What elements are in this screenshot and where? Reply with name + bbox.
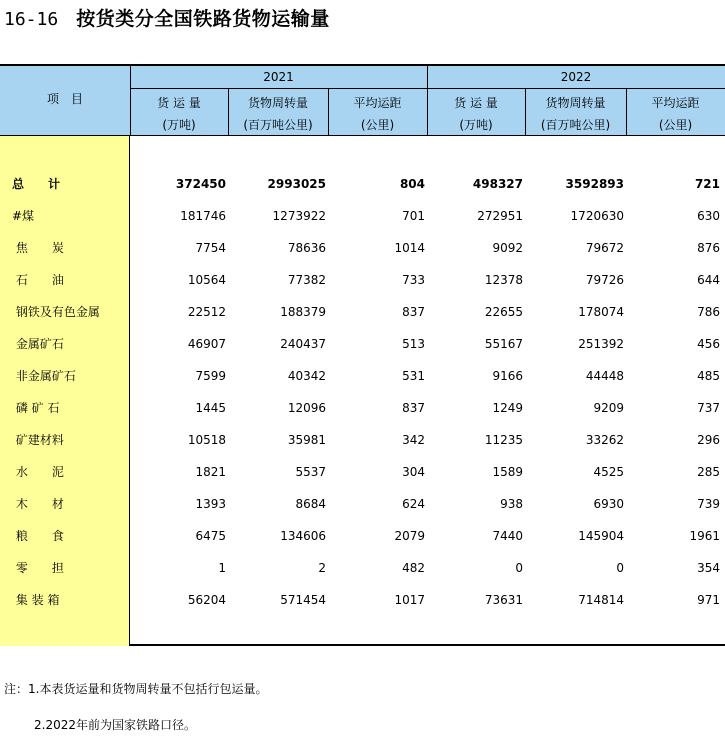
table-cell: 1589 bbox=[492, 465, 523, 479]
header-divider bbox=[525, 88, 526, 136]
row-label: 钢铁及有色金属 bbox=[12, 305, 100, 319]
col-header-turnover-2022: 货物周转量 (百万吨公里) bbox=[540, 96, 611, 132]
table-cell: 1445 bbox=[195, 401, 226, 415]
table-title-text: 按货类分全国铁路货物运输量 bbox=[76, 8, 330, 30]
row-label: 总 计 bbox=[12, 177, 61, 191]
table-number: 16-16 bbox=[4, 9, 59, 30]
table-cell: 145904 bbox=[578, 529, 624, 543]
table-cell: 73631 bbox=[484, 593, 523, 607]
table-cell: 12378 bbox=[484, 273, 523, 287]
table-cell: 240437 bbox=[280, 337, 326, 351]
table-row bbox=[0, 520, 725, 552]
table-cell: 12096 bbox=[287, 401, 326, 415]
table-row bbox=[0, 552, 725, 584]
row-label: 金属矿石 bbox=[12, 337, 64, 351]
table-cell: 178074 bbox=[578, 305, 624, 319]
table-cell: 1014 bbox=[394, 241, 425, 255]
table-cell: 630 bbox=[697, 209, 720, 223]
table-cell: 837 bbox=[402, 401, 425, 415]
row-label: 集 装 箱 bbox=[12, 593, 60, 607]
table-cell: 482 bbox=[402, 561, 425, 575]
table-cell: 733 bbox=[402, 273, 425, 287]
row-label: 石 油 bbox=[12, 273, 64, 287]
table-row bbox=[0, 264, 725, 296]
header-divider bbox=[328, 88, 329, 136]
table-cell: 0 bbox=[515, 561, 523, 575]
year-header-2021: 2021 bbox=[263, 70, 294, 84]
row-label: #煤 bbox=[12, 209, 35, 223]
table-cell: 134606 bbox=[280, 529, 326, 543]
col-header-turnover-2021: 货物周转量 (百万吨公里) bbox=[243, 96, 313, 132]
table-cell: 79726 bbox=[585, 273, 624, 287]
table-cell: 6930 bbox=[593, 497, 624, 511]
table-cell: 304 bbox=[402, 465, 425, 479]
table-cell: 837 bbox=[402, 305, 425, 319]
table-cell: 1393 bbox=[195, 497, 226, 511]
table-cell: 971 bbox=[697, 593, 720, 607]
table-title bbox=[4, 6, 330, 32]
table-cell: 9092 bbox=[492, 241, 523, 255]
table-cell: 7599 bbox=[195, 369, 226, 383]
table-cell: 372450 bbox=[175, 177, 226, 191]
table-cell: 46907 bbox=[187, 337, 226, 351]
header-divider bbox=[228, 88, 229, 136]
table-cell: 11235 bbox=[484, 433, 523, 447]
table-cell: 1821 bbox=[195, 465, 226, 479]
table-row bbox=[0, 360, 725, 392]
table-cell: 1 bbox=[218, 561, 226, 575]
table-cell: 624 bbox=[402, 497, 425, 511]
header-divider bbox=[130, 66, 131, 136]
table-cell: 721 bbox=[694, 177, 720, 191]
table-cell: 786 bbox=[697, 305, 720, 319]
col-header-freight-volume-2022: 货 运 量 (万吨) bbox=[454, 96, 498, 132]
table-cell: 354 bbox=[697, 561, 720, 575]
row-label: 焦 炭 bbox=[12, 241, 64, 255]
table-cell: 56204 bbox=[187, 593, 226, 607]
table-row bbox=[0, 168, 725, 200]
table-cell: 701 bbox=[402, 209, 425, 223]
freight-table bbox=[0, 64, 725, 646]
table-cell: 78636 bbox=[287, 241, 326, 255]
table-row bbox=[0, 296, 725, 328]
table-cell: 77382 bbox=[287, 273, 326, 287]
table-cell: 804 bbox=[399, 177, 425, 191]
table-row bbox=[0, 328, 725, 360]
table-row bbox=[0, 456, 725, 488]
table-cell: 285 bbox=[697, 465, 720, 479]
table-cell: 33262 bbox=[585, 433, 624, 447]
note-2: 2.2022年前为国家铁路口径。 bbox=[34, 718, 196, 732]
year-header-2022: 2022 bbox=[560, 70, 592, 84]
table-cell: 10518 bbox=[187, 433, 226, 447]
table-cell: 2993025 bbox=[267, 177, 326, 191]
table-header bbox=[0, 66, 725, 136]
table-cell: 513 bbox=[402, 337, 425, 351]
table-row bbox=[0, 424, 725, 456]
row-label: 磷 矿 石 bbox=[12, 401, 60, 415]
table-cell: 5537 bbox=[295, 465, 326, 479]
table-cell: 79672 bbox=[585, 241, 624, 255]
table-cell: 188379 bbox=[280, 305, 326, 319]
col-header-avg-distance-2021: 平均运距 (公里) bbox=[353, 96, 402, 132]
table-row bbox=[0, 200, 725, 232]
table-cell: 644 bbox=[697, 273, 720, 287]
note-1: 注：1.本表货运量和货物周转量不包括行包运量。 bbox=[4, 682, 268, 696]
table-cell: 737 bbox=[697, 401, 720, 415]
table-cell: 251392 bbox=[578, 337, 624, 351]
row-label: 木 材 bbox=[12, 497, 64, 511]
table-cell: 342 bbox=[402, 433, 425, 447]
table-cell: 571454 bbox=[280, 593, 326, 607]
table-cell: 10564 bbox=[187, 273, 226, 287]
table-cell: 7754 bbox=[195, 241, 226, 255]
table-cell: 9209 bbox=[593, 401, 624, 415]
table-row bbox=[0, 232, 725, 264]
row-label: 粮 食 bbox=[12, 529, 64, 543]
table-notes bbox=[4, 680, 268, 732]
header-divider bbox=[626, 88, 627, 136]
table-cell: 2 bbox=[318, 561, 326, 575]
table-row bbox=[0, 584, 725, 616]
table-cell: 22655 bbox=[484, 305, 523, 319]
table-cell: 714814 bbox=[578, 593, 624, 607]
table-cell: 1720630 bbox=[570, 209, 624, 223]
table-cell: 0 bbox=[616, 561, 624, 575]
header-divider bbox=[427, 66, 428, 136]
table-cell: 1017 bbox=[394, 593, 425, 607]
table-cell: 531 bbox=[402, 369, 425, 383]
row-label: 矿建材料 bbox=[12, 433, 64, 447]
table-cell: 272951 bbox=[477, 209, 523, 223]
table-row bbox=[0, 488, 725, 520]
table-cell: 55167 bbox=[484, 337, 523, 351]
table-cell: 35981 bbox=[287, 433, 326, 447]
table-cell: 2079 bbox=[394, 529, 425, 543]
table-cell: 181746 bbox=[180, 209, 226, 223]
row-label: 非金属矿石 bbox=[12, 369, 76, 383]
table-cell: 8684 bbox=[295, 497, 326, 511]
row-label: 零 担 bbox=[12, 561, 64, 575]
table-cell: 4525 bbox=[593, 465, 624, 479]
table-cell: 7440 bbox=[492, 529, 523, 543]
row-label: 水 泥 bbox=[12, 465, 64, 479]
table-row bbox=[0, 392, 725, 424]
table-cell: 485 bbox=[697, 369, 720, 383]
table-cell: 44448 bbox=[585, 369, 624, 383]
table-cell: 9166 bbox=[492, 369, 523, 383]
table-cell: 938 bbox=[500, 497, 523, 511]
item-column-header: 项 目 bbox=[46, 92, 83, 106]
table-cell: 498327 bbox=[472, 177, 523, 191]
table-cell: 296 bbox=[697, 433, 720, 447]
table-cell: 739 bbox=[697, 497, 720, 511]
table-cell: 3592893 bbox=[565, 177, 624, 191]
table-cell: 1273922 bbox=[272, 209, 326, 223]
table-cell: 1961 bbox=[689, 529, 720, 543]
table-cell: 22512 bbox=[187, 305, 226, 319]
table-cell: 40342 bbox=[287, 369, 326, 383]
col-header-freight-volume-2021: 货 运 量 (万吨) bbox=[157, 96, 201, 132]
table-cell: 6475 bbox=[195, 529, 226, 543]
table-cell: 456 bbox=[697, 337, 720, 351]
table-cell: 876 bbox=[697, 241, 720, 255]
col-header-avg-distance-2022: 平均运距 (公里) bbox=[651, 96, 700, 132]
table-cell: 1249 bbox=[492, 401, 523, 415]
